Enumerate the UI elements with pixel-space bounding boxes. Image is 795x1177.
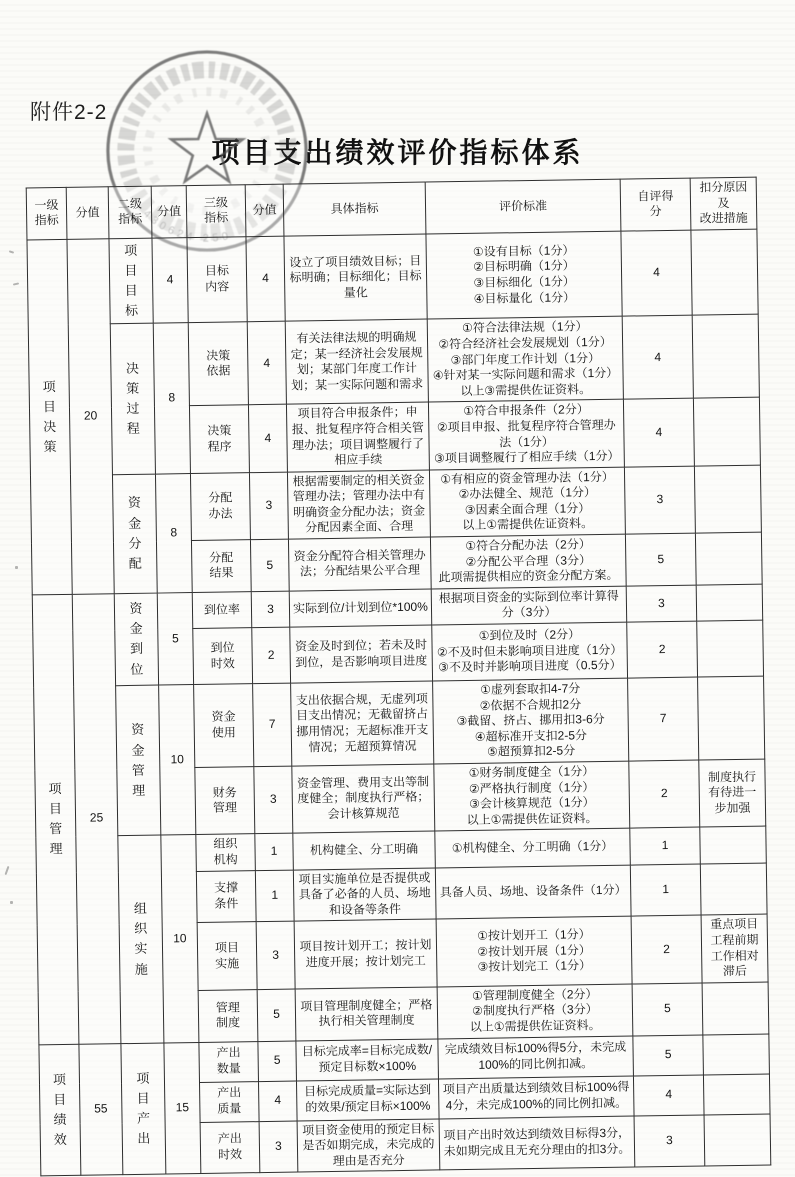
- header-deduction: 扣分原因及 改进措施: [690, 177, 757, 230]
- level3-score: 4: [248, 404, 287, 472]
- self-score: 4: [623, 398, 694, 466]
- level2-indicator: 资金管理: [116, 685, 161, 836]
- scan-speck: [9, 250, 14, 253]
- self-score: 5: [632, 983, 703, 1036]
- deduction-remark: [703, 1034, 770, 1075]
- level3-indicator: 到位率: [192, 592, 252, 629]
- level3-score: 5: [257, 989, 296, 1041]
- level3-score: 3: [254, 766, 293, 834]
- evaluation-criteria: ①按计划开工（1分） ②按计划开展（1分） ③按计划完工（1分）: [436, 916, 632, 986]
- level3-score: 1: [255, 870, 294, 922]
- specific-indicator: 项目符合申报条件；申报、批复程序符合相关管理办法；项目调整履行了相应手续: [286, 402, 429, 471]
- self-score: 1: [630, 827, 701, 864]
- page-title: 项目支出绩效评价指标体系: [211, 137, 584, 168]
- header-level2: 二级 指标: [108, 186, 152, 238]
- evaluation-criteria: ①符合法律法规（1分） ②符合经济社会发展规划（1分） ③部门年度工作计划（1分） ④针对某一实际问题和需求（1分） 以上③需提供佐证资料。: [427, 316, 623, 402]
- deduction-remark: [698, 676, 765, 760]
- deduction-remark: [695, 532, 762, 585]
- header-score3: 分值: [245, 184, 284, 236]
- level2-indicator: 项目产出: [121, 1043, 166, 1175]
- header-level3: 三级 指标: [186, 185, 246, 238]
- table-row: [28, 314, 759, 408]
- header-self-score: 自评得 分: [620, 178, 691, 231]
- level3-score: 5: [258, 1041, 297, 1082]
- level3-score: 1: [255, 833, 294, 870]
- evaluation-criteria: ①虚列套取扣4-7分 ②依据不合规扣2分 ③截留、挤占、挪用扣3-6分 ④超标准开支扣2-5分 ⑤超预算扣2-5分: [433, 678, 629, 764]
- level3-indicator: 产出 数量: [199, 1041, 259, 1082]
- level3-indicator: 分配 结果: [191, 540, 251, 593]
- level3-indicator: 决策 依据: [188, 322, 248, 406]
- specific-indicator: 支出依据合规，无虚列项目支出情况；无截留挤占挪用情况；无超标准开支情况；无超预算情况: [291, 681, 434, 766]
- level3-score: 2: [252, 627, 291, 684]
- specific-indicator: 目标完成率=目标完成数/预定目标数×100%: [296, 1038, 439, 1080]
- deduction-remark: [703, 1074, 770, 1115]
- scan-speck: [15, 566, 18, 569]
- specific-indicator: 有关法律法规的明确规定；某一经济社会发展规划；某部门年度工作计划；某一实际问题和需求: [285, 319, 428, 404]
- self-score: 3: [634, 1115, 705, 1168]
- specific-indicator: 项目按计划开工；按计划进度开展；按计划完工: [294, 919, 437, 988]
- deduction-remark: [702, 982, 769, 1035]
- self-score: 4: [622, 315, 693, 399]
- self-score: 3: [624, 466, 695, 534]
- level3-score: 3: [249, 472, 288, 540]
- level3-indicator: 决策 程序: [189, 405, 249, 473]
- attachment-label: 附件2-2: [30, 101, 108, 124]
- evaluation-criteria: ①符合分配办法（2分） ②分配公平合理（3分） 此项需提供相应的资金分配方案。: [430, 534, 626, 589]
- deduction-remark: [691, 229, 758, 316]
- evaluation-criteria: 项目产出质量达到绩效目标100%得4分，未完成100%的同比例扣减。: [438, 1076, 634, 1119]
- level3-indicator: 产出 质量: [199, 1081, 259, 1122]
- self-score: 2: [627, 621, 698, 678]
- level3-score: 4: [246, 236, 285, 322]
- deduction-remark: [694, 465, 761, 533]
- level2-indicator: 项目目标: [109, 238, 153, 324]
- deduction-remark: [700, 826, 767, 863]
- evaluation-criteria: ①符合申报条件（2分） ②项目申报、批复程序符合管理办法（1分） ③项目调整履行了相应手续（1分）: [428, 399, 624, 469]
- level3-indicator: 支撑 条件: [196, 870, 256, 923]
- self-score: 7: [628, 677, 699, 761]
- self-score: 3: [626, 585, 697, 622]
- level3-indicator: 到位 时效: [193, 628, 253, 685]
- specific-indicator: 设立了项目绩效目标；目标明确；目标细化；目标量化: [284, 234, 427, 322]
- self-score: 4: [633, 1075, 704, 1116]
- level1-score: 20: [67, 239, 114, 595]
- evaluation-criteria: ①机构健全、分工明确（1分）: [435, 828, 631, 867]
- evaluation-criteria: ①设有目标（1分） ②目标明确（1分） ③目标细化（1分） ④目标量化（1分）: [426, 231, 622, 319]
- deduction-remark: [700, 863, 767, 916]
- level2-indicator: 决策过程: [110, 323, 155, 474]
- header-score1: 分值: [66, 187, 109, 239]
- table-row: [30, 465, 761, 543]
- evaluation-criteria: 具备人员、场地、设备条件（1分）: [435, 865, 631, 920]
- deduction-remark: [693, 397, 760, 465]
- level3-score: 5: [250, 539, 289, 591]
- seal-star-icon: [171, 113, 243, 181]
- deduction-remark: [696, 584, 763, 621]
- level3-indicator: 资金 使用: [194, 684, 254, 768]
- level3-indicator: 产出 时效: [200, 1121, 260, 1174]
- specific-indicator: 实际到位/计划到位*100%: [289, 589, 432, 627]
- level1-indicator: 项目绩效: [39, 1044, 81, 1176]
- level2-score: 4: [152, 237, 188, 323]
- level2-indicator: 资金到位: [114, 593, 158, 686]
- level3-indicator: 分配 办法: [190, 472, 250, 540]
- level3-score: 4: [247, 321, 286, 405]
- self-score: 4: [621, 230, 692, 317]
- header-score2: 分值: [151, 186, 187, 238]
- level3-indicator: 管理 制度: [198, 989, 258, 1042]
- evaluation-criteria: ①财务制度健全（1分） ②严格执行制度（1分） ③会计核算规范（1分） 以上①需提供佐证资料。: [434, 761, 630, 831]
- scan-speck: [13, 282, 19, 285]
- specific-indicator: 项目实施单位是否提供或具备了必备的人员、场地和设备等条件: [293, 868, 436, 922]
- deduction-remark: [692, 314, 759, 398]
- evaluation-criteria: ①管理制度健全（2分） ②制度执行严格（3分） 以上①需提供佐证资料。: [437, 984, 633, 1039]
- deduction-remark: [697, 620, 764, 677]
- specific-indicator: 项目管理制度健全；严格执行相关管理制度: [295, 987, 438, 1041]
- level3-score: 7: [253, 683, 292, 767]
- specific-indicator: 目标完成质量=实际达到的效果/预定目标×100%: [296, 1078, 439, 1120]
- self-score: 5: [633, 1035, 704, 1076]
- table-row: [27, 229, 758, 325]
- header-level1: 一级 指标: [26, 187, 67, 239]
- level3-score: 3: [259, 1121, 298, 1173]
- table-row: [34, 676, 765, 770]
- self-score: 2: [631, 915, 702, 983]
- scan-speck: [5, 866, 10, 875]
- level3-score: 4: [258, 1081, 297, 1122]
- level3-indicator: 组织 机构: [196, 834, 256, 871]
- evaluation-criteria: 根据项目资金的实际到位率计算得分（3分）: [431, 586, 627, 625]
- specific-indicator: 根据需要制定的相关资金管理办法；管理办法中有明确资金分配办法；资金分配因素全面、合理: [287, 470, 430, 539]
- level2-score: 10: [161, 835, 199, 1043]
- deduction-remark: 重点项目工程前期工作相对滞后: [701, 914, 768, 982]
- level3-indicator: 项目 实施: [197, 922, 257, 990]
- level1-indicator: 项目管理: [32, 594, 79, 1044]
- self-score: 2: [629, 760, 700, 828]
- header-specific: 具体指标: [283, 182, 426, 236]
- self-score: 5: [625, 533, 696, 586]
- evaluation-criteria: ①到位及时（2分） ②不及时但未影响项目进度（1分） ③不及时并影响项目进度（0.5分）: [432, 622, 628, 681]
- level1-indicator: 项目决策: [27, 239, 72, 595]
- deduction-remark: 制度执行有待进一步加强: [699, 759, 766, 827]
- level2-score: 10: [159, 685, 196, 836]
- specific-indicator: 项目资金使用的预定目标是否如期完成，未完成的理由是否充分: [297, 1118, 440, 1172]
- specific-indicator: 资金分配符合相关管理办法；分配结果公平合理: [288, 537, 431, 591]
- evaluation-criteria: 项目产出时效达到绩效目标得3分，未如期完成且无充分理由的扣3分。: [439, 1116, 635, 1171]
- level2-score: 8: [155, 473, 192, 593]
- self-score: 1: [630, 864, 701, 917]
- level2-score: 8: [153, 323, 190, 474]
- deduction-remark: [704, 1114, 771, 1167]
- specific-indicator: 机构健全、分工明确: [293, 831, 436, 869]
- evaluation-indicator-table: [26, 177, 772, 1177]
- level2-score: 5: [157, 592, 193, 685]
- specific-indicator: 资金管理、费用支出等制度健全；制度执行严格；会计核算规范: [292, 764, 435, 833]
- scan-speck: [10, 901, 13, 904]
- level3-indicator: 目标 内容: [187, 236, 247, 322]
- evaluation-criteria: ①有相应的资金管理办法（1分） ②办法健全、规范（1分） ③因素全面合理（1分） 以上①需提供佐证资料。: [429, 467, 625, 537]
- specific-indicator: 资金及时到位；若未及时到位，是否影响项目进度: [290, 625, 433, 683]
- level3-indicator: 财务 管理: [195, 767, 255, 835]
- level2-indicator: 资金分配: [112, 474, 157, 594]
- level3-score: 3: [251, 591, 290, 628]
- evaluation-criteria: 完成绩效目标100%得5分，未完成100%的同比例扣减。: [438, 1036, 634, 1079]
- seal-code: 430624 250: [140, 207, 234, 245]
- level2-indicator: 组织实施: [118, 835, 164, 1043]
- header-criteria: 评价标准: [425, 179, 621, 234]
- level1-score: 55: [79, 1043, 123, 1175]
- level1-score: 25: [72, 594, 121, 1044]
- level3-score: 3: [256, 921, 295, 989]
- level2-score: 15: [164, 1042, 201, 1174]
